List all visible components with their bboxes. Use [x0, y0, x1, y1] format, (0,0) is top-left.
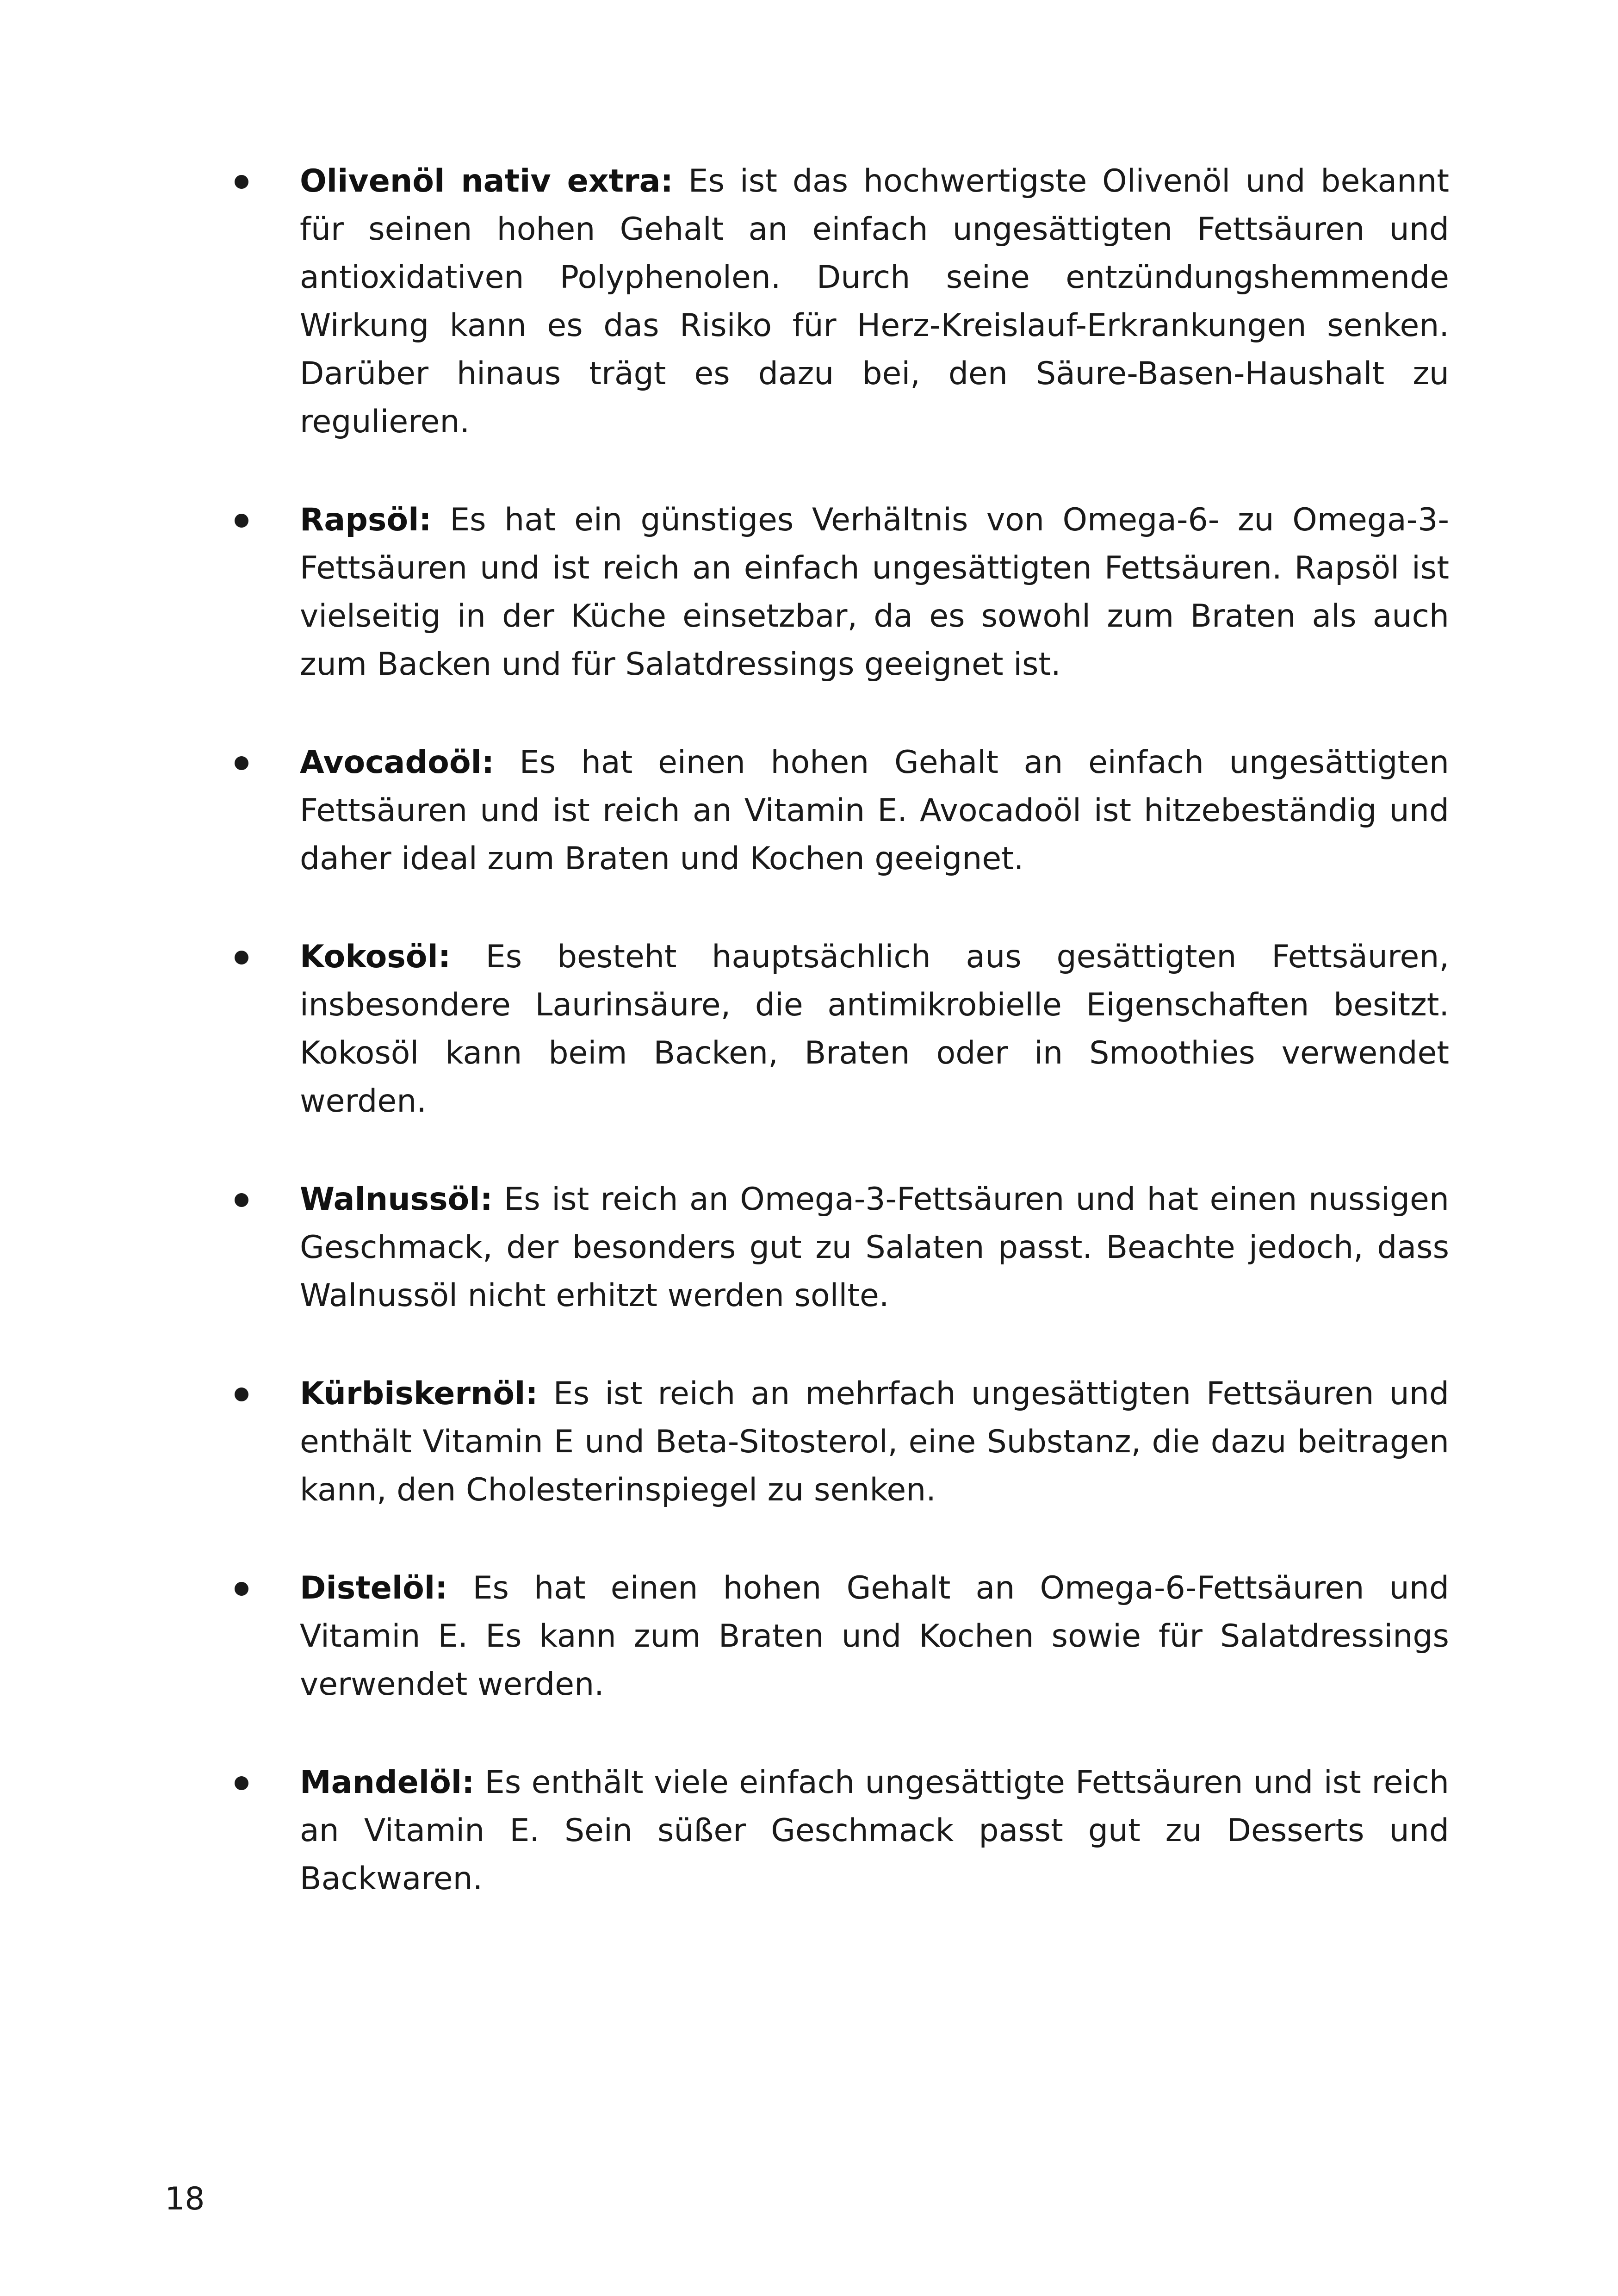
oil-list — [300, 157, 1449, 1903]
bullet-icon — [235, 1582, 248, 1596]
list-item-text: Es hat ein günstiges Verhältnis von Omega-6- zu Omega-3-Fettsäuren und ist reich an einfach ungesättigten Fettsäuren. Rapsöl ist vielseitig in der Küche einsetzbar, da es sowohl zum Braten als auch zum Backen und für Salatdressings geeignet ist. — [300, 502, 1449, 683]
list-item-olivenoel — [300, 157, 1449, 446]
list-item-term: Rapsöl: — [300, 502, 432, 538]
list-item-term: Walnussöl: — [300, 1181, 493, 1218]
list-item-avocadooel — [300, 739, 1449, 883]
bullet-icon — [235, 756, 248, 770]
list-item-text: Es hat einen hohen Gehalt an Omega-6-Fettsäuren und Vitamin E. Es kann zum Braten und Kochen sowie für Salatdressings verwendet werden. — [300, 1570, 1449, 1703]
list-item-text: Es ist reich an mehrfach ungesättigten Fettsäuren und enthält Vitamin E und Beta-Sitosterol, eine Substanz, die dazu beitragen kann, den Cholesterinspiegel zu senken. — [300, 1375, 1449, 1508]
list-item-term: Distelöl: — [300, 1570, 448, 1606]
bullet-icon — [235, 1193, 248, 1207]
list-item-kokosoel — [300, 933, 1449, 1126]
list-item-text: Es hat einen hohen Gehalt an einfach ungesättigten Fettsäuren und ist reich an Vitamin E. Avocadoöl ist hitzebeständig und daher ideal zum Braten und Kochen geeignet. — [300, 744, 1449, 877]
list-item-term: Olivenöl nativ extra: — [300, 163, 673, 199]
list-item-text: Es ist das hochwertigste Olivenöl und bekannt für seinen hohen Gehalt an einfach ungesättigten Fettsäuren und antioxidativen Polyphenolen. Durch seine entzündungshemmende Wirkung kann es das Risiko für Herz-Kreislauf-Erkrankungen senken. Darüber hinaus trägt es dazu bei, den Säure-Basen-Haushalt zu regulieren. — [300, 163, 1449, 440]
bullet-icon — [235, 175, 248, 189]
page-number: 18 — [165, 2181, 205, 2217]
bullet-icon — [235, 951, 248, 964]
list-item-term: Kürbiskernöl: — [300, 1375, 538, 1412]
list-item-mandeloel — [300, 1759, 1449, 1903]
list-item-text: Es enthält viele einfach ungesättigte Fettsäuren und ist reich an Vitamin E. Sein süßer Geschmack passt gut zu Desserts und Backwaren. — [300, 1764, 1449, 1897]
list-item-term: Avocadoöl: — [300, 744, 495, 781]
bullet-icon — [235, 1388, 248, 1401]
bullet-icon — [235, 514, 248, 528]
list-item-term: Mandelöl: — [300, 1764, 475, 1801]
list-item-walnussoel — [300, 1176, 1449, 1320]
list-item-text: Es ist reich an Omega-3-Fettsäuren und hat einen nussigen Geschmack, der besonders gut zu Salaten passt. Beachte jedoch, dass Walnussöl nicht erhitzt werden sollte. — [300, 1181, 1449, 1314]
page-content — [300, 157, 1449, 1903]
list-item-kuerbiskernoel — [300, 1370, 1449, 1514]
list-item-term: Kokosöl: — [300, 939, 451, 975]
list-item-rapsoel — [300, 496, 1449, 689]
bullet-icon — [235, 1776, 248, 1790]
list-item-text: Es besteht hauptsächlich aus gesättigten Fettsäuren, insbesondere Laurinsäure, die antimikrobielle Eigenschaften besitzt. Kokosöl kann beim Backen, Braten oder in Smoothies verwendet werden. — [300, 939, 1449, 1120]
list-item-disteloel — [300, 1564, 1449, 1709]
